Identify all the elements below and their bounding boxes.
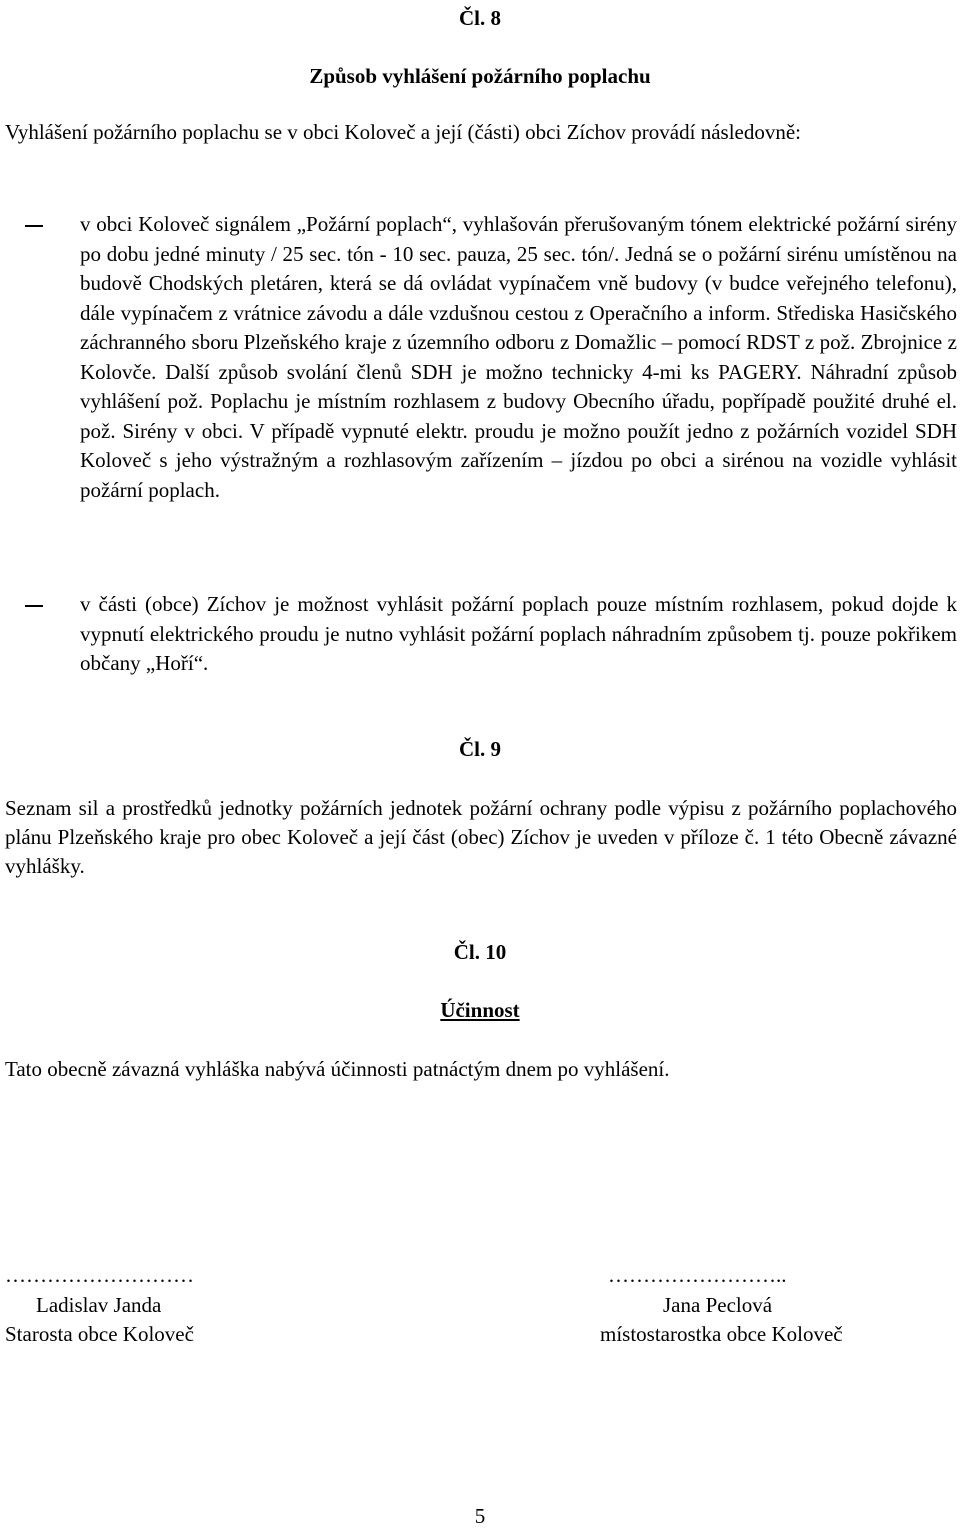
article-8-intro: Vyhlášení požárního poplachu se v obci Koloveč a její (části) obci Zíchov provádí následovně: (5, 120, 802, 144)
signatory-name: Jana Peclová (663, 1292, 773, 1317)
article-10-number: Čl. 10 (453, 940, 507, 964)
signatory-name: Ladislav Janda (36, 1292, 162, 1317)
signature-line: …………………….. (608, 1263, 787, 1287)
dash-bullet-icon (25, 605, 43, 607)
article-10-text: Tato obecně závazná vyhláška nabývá účinnosti patnáctým dnem po vyhlášení. (5, 1057, 670, 1081)
signature-line: ……………………… (5, 1263, 194, 1287)
article-9-text: Seznam sil a prostředků jednotky požárních jednotek požární ochrany podle výpisu z požárního poplachového plánu Plzeňského kraje pro obec Koloveč a její část (obec) Zíchov je uveden v příloze č. 1 této Obecně závazné vyhlášky. (5, 796, 957, 878)
bullet-zichov-text: v části (obce) Zíchov je možnost vyhlásit požární poplach pouze místním rozhlasem, pokud dojde k vypnutí elektrického proudu je nutno vyhlásit požární poplach náhradním způsobem tj. pouze pokřikem občany „Hoří“. (80, 592, 957, 675)
signature-left (5, 1261, 194, 1350)
article-9-number: Čl. 9 (459, 737, 501, 761)
page-number: 5 (474, 1504, 486, 1528)
signatory-role: místostarostka obce Koloveč (600, 1322, 843, 1346)
article-8-number: Čl. 8 (459, 6, 501, 30)
signatory-role: Starosta obce Koloveč (5, 1322, 194, 1346)
article-10-title: Účinnost (440, 998, 520, 1022)
dash-bullet-icon (25, 225, 43, 227)
article-8-title: Způsob vyhlášení požárního poplachu (309, 64, 651, 88)
bullet-kolovec-text: v obci Koloveč signálem „Požární poplach“, vyhlašován přerušovaným tónem elektrické požární sirény po dobu jedné minuty / 25 sec. tón - 10 sec. pauza, 25 sec. tón/. Jedná se o požární sirénu umístěnou na budově Chodských pletáren, která se dá ovládat vypínačem vně budovy (v budce veřejného telefonu), dále vypínačem z vrátnice závodu a dále vzdušnou cestou z Operačního a inform. Střediska Hasičského záchranného sboru Plzeňského kraje z územního odboru z Domažlic – pomocí RDST z pož. Zbrojnice z Kolovče. Další způsob svolání členů SDH je možno technicky 4-mi ks PAGERY. Náhradní způsob vyhlášení pož. Poplachu je místním rozhlasem z budovy Obecního úřadu, popřípadě použité druhé el. pož. Sirény v obci. V případě vypnuté elektr. proudu je možno použít jedno z požárních vozidel SDH Koloveč s jeho výstražným a rozhlasovým zařízením – jízdou po obci a sirénou na vozidle vyhlásit požární poplach. (80, 212, 957, 502)
signature-right (600, 1261, 900, 1350)
